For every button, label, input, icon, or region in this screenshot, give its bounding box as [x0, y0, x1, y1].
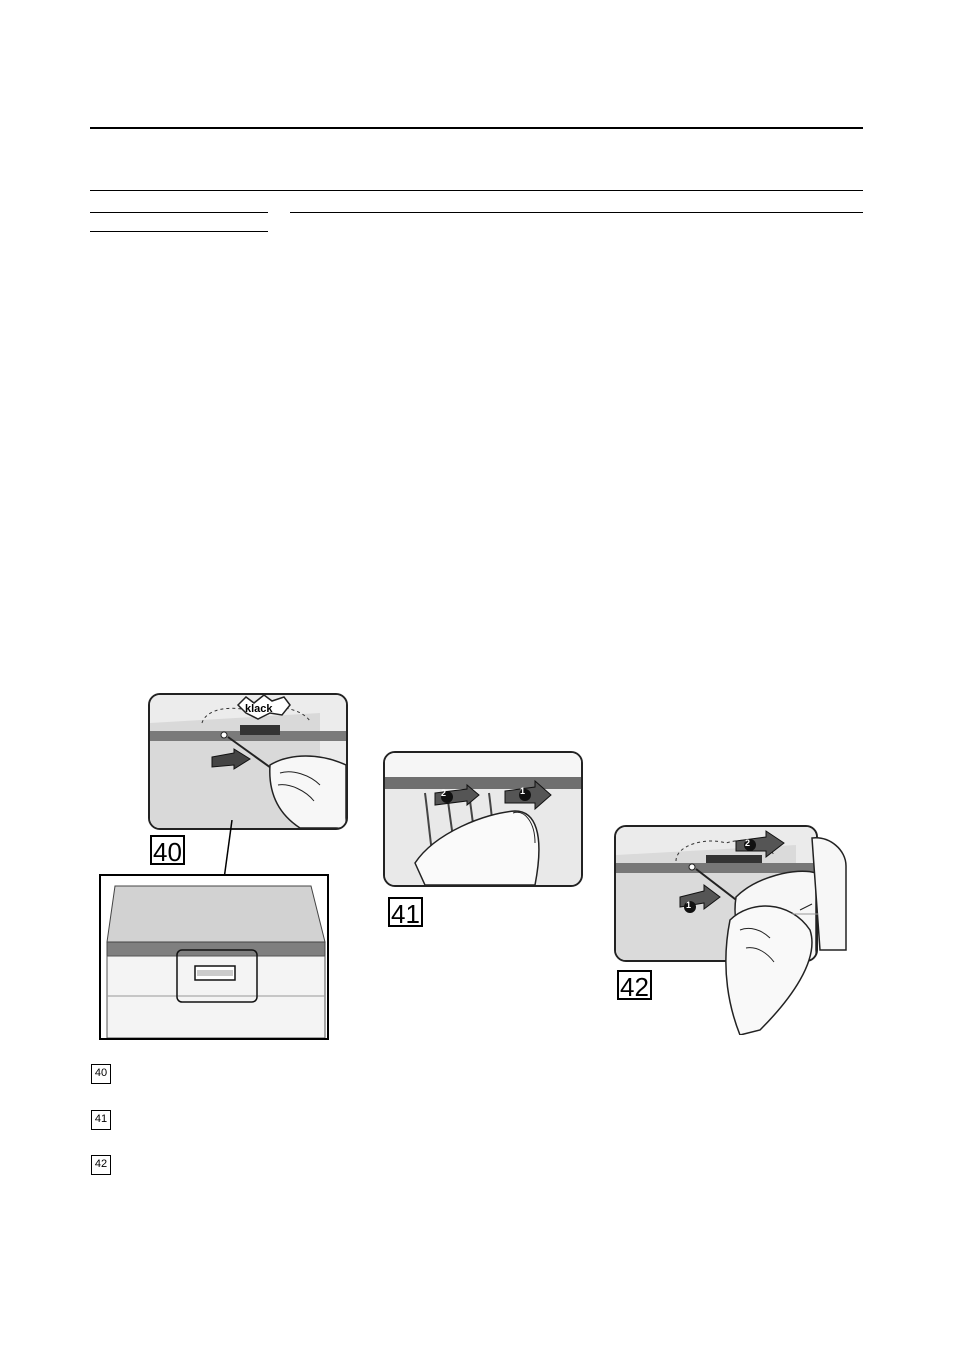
header-rule-middle	[90, 190, 863, 191]
header-rule-top	[90, 127, 863, 129]
figure-41-step-2: 2	[441, 788, 447, 798]
figure-41-step-1: 1	[520, 786, 526, 796]
figure-40-overview	[99, 874, 329, 1040]
section-rule-left-2	[90, 231, 268, 232]
figure-42-step-1: 1	[686, 900, 692, 910]
figure-42-step-2: 2	[745, 838, 751, 848]
figure-41-number: 41	[388, 897, 423, 927]
figure-42-hand-illustration	[700, 830, 850, 1035]
figure-40-number: 40	[150, 835, 185, 865]
section-rule-left-1	[90, 212, 268, 213]
figure-41-panel	[383, 751, 583, 887]
figure-41-illustration	[385, 753, 581, 885]
figure-reference-41: 41	[91, 1110, 111, 1130]
figure-40-callout-klack: klack	[245, 703, 273, 715]
figure-42-number: 42	[617, 970, 652, 1000]
figure-reference-40: 40	[91, 1064, 111, 1084]
figure-40-appliance-illustration	[101, 876, 327, 1038]
section-rule-right	[290, 212, 863, 213]
figure-reference-42: 42	[91, 1155, 111, 1175]
